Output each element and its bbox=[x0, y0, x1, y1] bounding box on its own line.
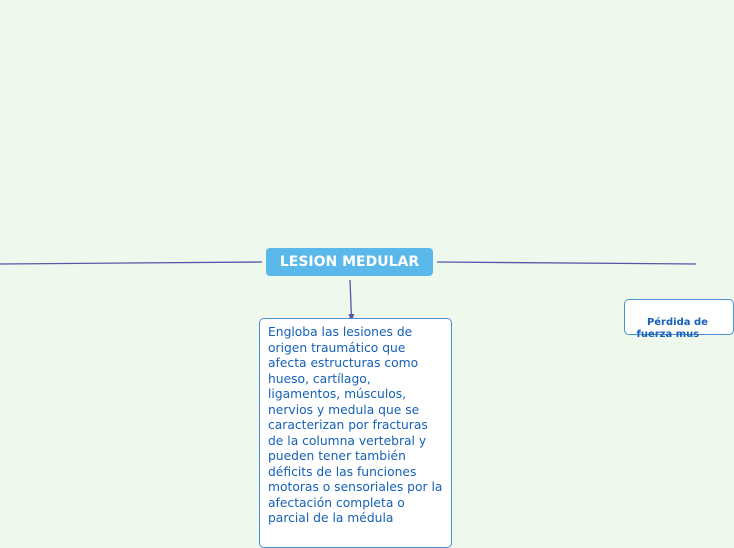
connector-down bbox=[350, 280, 352, 318]
right-branch-text: Pérdida de fuerza mus bbox=[636, 317, 708, 340]
connector-left bbox=[0, 262, 262, 264]
description-node[interactable] bbox=[259, 318, 452, 548]
central-topic-node[interactable]: LESION MEDULAR bbox=[266, 248, 433, 276]
connector-right bbox=[437, 262, 696, 264]
right-branch-node[interactable] bbox=[624, 299, 734, 340]
description-text: Engloba las lesiones de origen traumático que afecta estructuras como hueso, cartílago, ligamentos, músculos, nervios y medula que se caracterizan por fracturas de la columna vertebral y pueden tener también déficits de las funciones motoras o sensoriales por la afectación completa o parcial de la médula bbox=[268, 325, 443, 525]
